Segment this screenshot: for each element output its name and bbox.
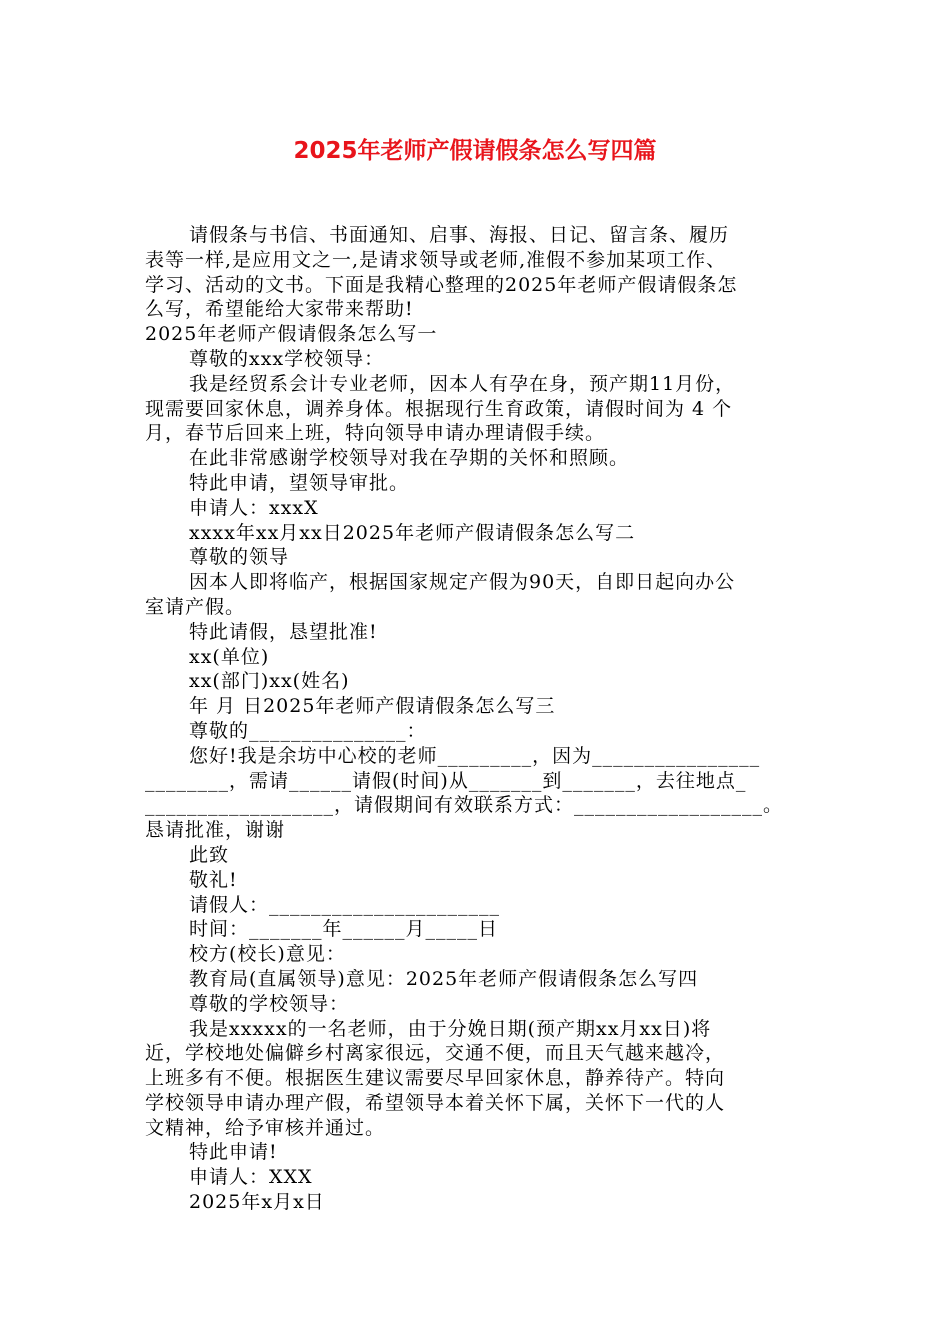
text-line: 申请人：XXX [189,1166,313,1189]
text-line: 我是xxxxx的一名老师，由于分娩日期(预产期xx月xx日)将 [189,1017,712,1040]
text-line: 因本人即将临产，根据国家规定产假为90天，自即日起向办公 [189,571,736,594]
text-line: 我是经贸系会计专业老师，因本人有孕在身，预产期11月份， [189,372,736,395]
text-line: 尊敬的学校领导： [189,992,350,1015]
text-line: 学校领导申请办理产假，希望领导本着关怀下属，关怀下一代的人 [145,1091,726,1114]
text-line: ________，需请______请假(时间)从_______到_______，去往地点_ [145,769,747,792]
text-line: 特此请假，恳望批准! [189,620,378,643]
text-line: 校方(校长)意见： [189,943,346,966]
text-line: 请假人：______________________ [189,893,501,916]
text-line: 表等一样,是应用文之一,是请求领导或老师,准假不参加某项工作、 [145,248,727,271]
text-line: 文精神，给予审核并通过。 [145,1116,386,1139]
text-line: 在此非常感谢学校领导对我在孕期的关怀和照顾。 [189,447,630,470]
text-line: 特此申请，望领导审批。 [189,471,410,494]
document-body [145,223,805,1215]
text-line: 学习、活动的文书。下面是我精心整理的2025年老师产假请假条怎 [145,273,738,296]
text-line: 现需要回家休息，调养身体。根据现行生育政策，请假时间为 4 个 [145,397,733,420]
text-line: __________________，请假期间有效联系方式：__________________。 [145,794,784,817]
text-line: 2025年x月x日 [189,1191,325,1214]
text-line: 上班多有不便。根据医生建议需要尽早回家休息，静养待产。特向 [145,1067,726,1090]
text-line: 尊敬的领导 [189,546,290,569]
text-line: 此致 [189,843,230,866]
text-line: xx(部门)xx(姓名) [189,670,350,693]
text-line: xxxx年xx月xx日2025年老师产假请假条怎么写二 [189,521,636,544]
text-line: 么写，希望能给大家带来帮助! [145,298,414,321]
text-line: 近，学校地处偏僻乡村离家很远，交通不便，而且天气越来越冷， [145,1042,726,1065]
text-line: 您好!我是余坊中心校的老师_________，因为________________ [189,744,761,767]
text-line: 尊敬的_______________： [189,719,427,742]
text-line: 月，春节后回来上班，特向领导申请办理请假手续。 [145,422,606,445]
text-line: 时间：_______年______月_____日 [189,918,499,941]
text-line: 特此申请! [189,1141,278,1164]
text-line: 敬礼! [189,868,238,891]
text-line: 请假条与书信、书面通知、启事、海报、日记、留言条、履历 [189,224,730,246]
text-line: 恳请批准，谢谢 [145,819,286,842]
text-line: 申请人：xxxX [189,496,319,519]
text-line: 年 月 日2025年老师产假请假条怎么写三 [189,695,556,718]
text-line: 尊敬的xxx学校领导： [189,347,385,370]
text-line: xx(单位) [189,645,270,668]
document-title: 2025年老师产假请假条怎么写四篇 [293,138,657,164]
text-line: 教育局(直属领导)意见：2025年老师产假请假条怎么写四 [189,967,699,990]
text-line: 2025年老师产假请假条怎么写一 [145,323,438,346]
text-line: 室请产假。 [145,595,246,618]
